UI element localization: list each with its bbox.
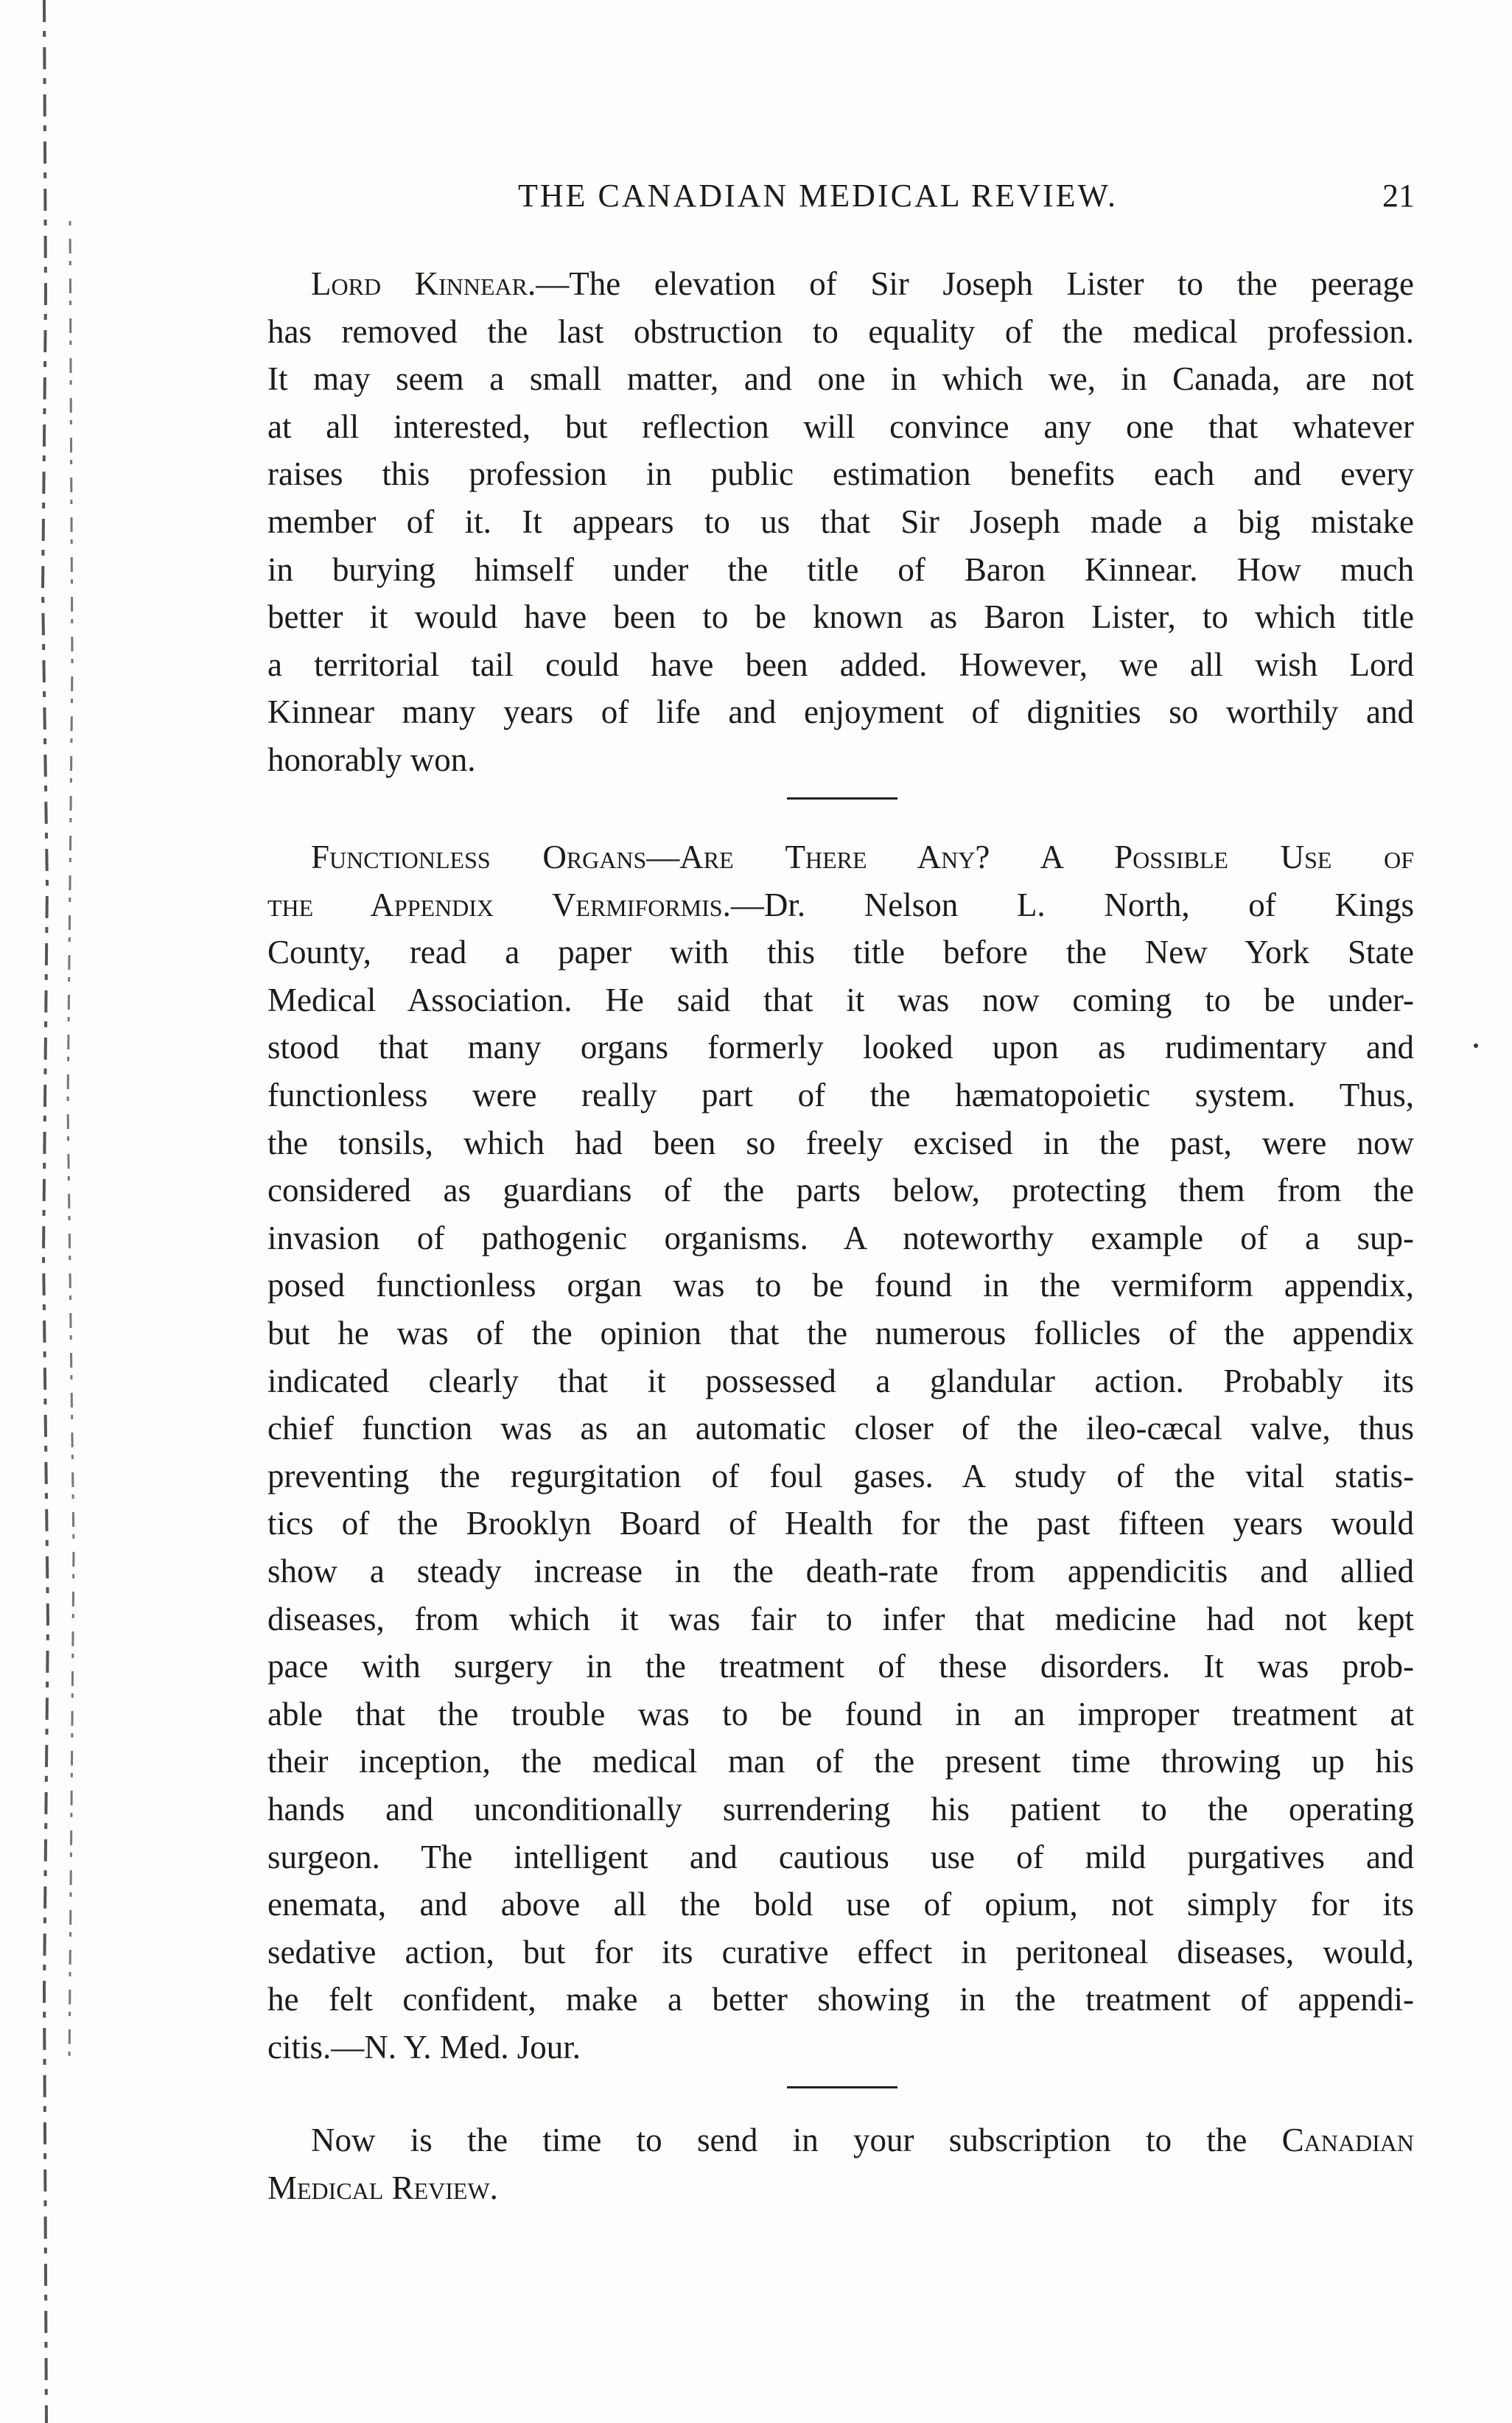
text-segment: at all interested, but reflection will convince any one that whatever [267, 408, 1414, 445]
text-segment: the tonsils, which had been so freely excised in the past, were now [267, 1124, 1414, 1161]
text-line [267, 688, 1414, 735]
text-line [267, 1738, 1414, 1785]
text-line [267, 1833, 1414, 1881]
text-segment: Medical Association. He said that it was now coming to be under- [267, 981, 1414, 1018]
text-line [267, 1357, 1414, 1405]
text-segment: diseases, from which it was fair to infer that medicine had not kept [267, 1600, 1414, 1637]
text-segment: invasion of pathogenic organisms. A noteworthy example of a sup- [267, 1219, 1414, 1256]
text-segment: sedative action, but for its curative effect in peritoneal diseases, would, [267, 1933, 1414, 1971]
text-segment: County, read a paper with this title before the New York State [267, 934, 1414, 971]
text-line [267, 403, 1414, 450]
text-line [267, 1643, 1414, 1690]
text-segment: —The elevation of Sir Joseph Lister to the peerage [536, 265, 1414, 302]
text-segment: a territorial tail could have been added. However, we all wish Lord [267, 646, 1414, 683]
text-line [311, 2116, 1414, 2164]
small-caps-heading: Functionless Organs—Are There Any? A Possible Use of [311, 839, 1414, 875]
text-segment: raises this profession in public estimation benefits each and every [267, 455, 1414, 493]
text-segment: but he was of the opinion that the numerous follicles of the appendix [267, 1315, 1414, 1352]
text-line [267, 1690, 1414, 1738]
text-line [267, 641, 1414, 688]
text-segment: It may seem a small matter, and one in which we, in Canada, are not [267, 360, 1414, 398]
text-line [267, 1262, 1414, 1309]
small-caps-heading: Canadian [1281, 2122, 1414, 2158]
text-segment: functionless were really part of the hæmatopoietic system. Thus, [267, 1077, 1414, 1113]
text-line [267, 736, 1414, 783]
text-segment: preventing the regurgitation of foul gases. A study of the vital statis- [267, 1457, 1414, 1494]
text-line [267, 881, 1414, 929]
text-segment: indicated clearly that it possessed a glandular action. Probably its [267, 1362, 1414, 1399]
text-segment: in burying himself under the title of Baron Kinnear. How much [267, 550, 1414, 588]
text-line [267, 1786, 1414, 1833]
text-segment: Kinnear many years of life and enjoyment of dignities so worthily and [267, 693, 1414, 731]
text-segment: has removed the last obstruction to equality of the medical profession. [267, 312, 1414, 350]
text-line [267, 1214, 1414, 1262]
text-segment: —Dr. Nelson L. North, of Kings [730, 886, 1414, 923]
text-line [267, 498, 1414, 545]
text-segment: stood that many organs formerly looked upon as rudimentary and [267, 1029, 1414, 1066]
text-line [267, 2164, 1414, 2212]
text-line [267, 1405, 1414, 1452]
section-divider [787, 2086, 897, 2088]
text-line [267, 1024, 1414, 1071]
text-line [267, 1167, 1414, 1214]
text-line [311, 260, 1414, 307]
text-line [267, 929, 1414, 976]
text-segment: citis.— [267, 2029, 365, 2066]
text-segment: hands and unconditionally surrendering his patient to the operating [267, 1791, 1414, 1828]
text-line [267, 355, 1414, 402]
text-segment: show a steady increase in the death-rate from appendicitis and allied [267, 1553, 1414, 1590]
text-segment: N. Y. Med. Jour. [364, 2029, 581, 2066]
page-number: 21 [1382, 178, 1415, 214]
text-segment: he felt confident, make a better showing in the treatment of appendi- [267, 1981, 1414, 2018]
speck [1474, 1043, 1478, 1048]
running-header [265, 177, 1415, 225]
text-line [267, 1976, 1414, 2023]
text-line [267, 1071, 1414, 1119]
text-segment: chief function was as an automatic closer of the ileo-cæcal valve, thus [267, 1410, 1414, 1447]
text-line [267, 1310, 1414, 1357]
text-segment: posed functionless organ was to be found in the vermiform appendix, [267, 1267, 1414, 1304]
small-caps-heading: Lord Kinnear. [311, 265, 536, 302]
text-segment: better it would have been to be known as Baron Lister, to which title [267, 598, 1414, 636]
text-line [267, 308, 1414, 355]
text-segment: surgeon. The intelligent and cautious use of mild purgatives and [267, 1838, 1414, 1875]
text-segment: considered as guardians of the parts below, protecting them from the [267, 1172, 1414, 1209]
text-line [311, 833, 1414, 881]
text-segment: their inception, the medical man of the present time throwing up his [267, 1743, 1414, 1780]
text-segment: pace with surgery in the treatment of these disorders. It was prob- [267, 1648, 1414, 1685]
text-line [267, 1881, 1414, 1928]
text-line [267, 593, 1414, 640]
text-line [267, 1452, 1414, 1500]
text-line [267, 1548, 1414, 1595]
small-caps-heading: Medical Review. [267, 2169, 498, 2206]
text-line [267, 1500, 1414, 1547]
text-line [267, 546, 1414, 593]
text-line [267, 976, 1414, 1024]
text-line [267, 1119, 1414, 1167]
text-segment: enemata, and above all the bold use of opium, not simply for its [267, 1886, 1414, 1923]
journal-title: THE CANADIAN MEDICAL REVIEW. [518, 178, 1118, 214]
text-segment: honorably won. [267, 741, 476, 778]
text-segment: tics of the Brooklyn Board of Health for the past fifteen years would [267, 1505, 1414, 1542]
text-segment: member of it. It appears to us that Sir Joseph made a big mistake [267, 503, 1414, 540]
text-segment: able that the trouble was to be found in an improper treatment at [267, 1695, 1414, 1733]
scan-edge-artifact [29, 0, 96, 2423]
section-divider [787, 797, 897, 800]
text-line [267, 2024, 1414, 2071]
small-caps-heading: the Appendix Vermiformis. [267, 886, 731, 923]
text-segment: Now is the time to send in your subscription to the [311, 2122, 1282, 2158]
text-line [267, 1929, 1414, 1976]
text-line [267, 450, 1414, 497]
text-line [267, 1595, 1414, 1643]
